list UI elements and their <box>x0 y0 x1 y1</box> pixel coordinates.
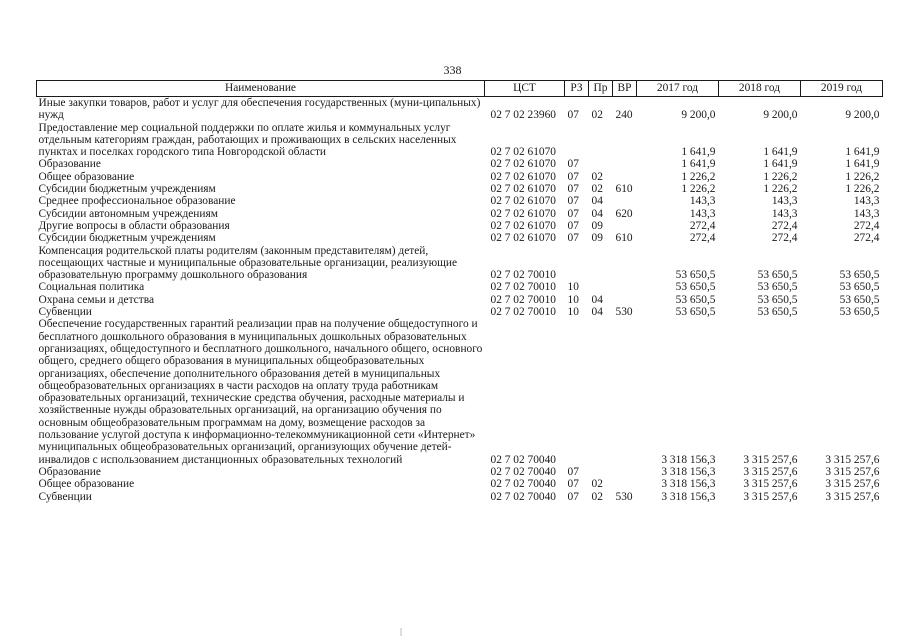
cell-rz: 07 <box>567 207 579 220</box>
table-row <box>37 306 883 318</box>
table-row <box>37 281 883 293</box>
cell-rz: 07 <box>567 183 579 196</box>
cell-2019: 53 650,5 <box>839 306 880 319</box>
cell-cst: 02 7 02 61070 <box>490 232 556 245</box>
cell-2018: 272,4 <box>771 219 798 232</box>
cell-2018: 53 650,5 <box>757 293 798 306</box>
cell-name: Иные закупки товаров, работ и услуг для обеспечения государственных (муни-ципальных) нужд <box>38 97 481 122</box>
cell-pr: 02 <box>591 183 603 196</box>
table-row <box>37 478 883 490</box>
table-body <box>37 97 883 503</box>
cell-2017: 1 641,9 <box>681 158 716 171</box>
cell-name: Субвенции <box>38 490 92 503</box>
cell-2018: 53 650,5 <box>757 306 798 319</box>
cell-2019: 143,3 <box>853 207 880 220</box>
cell-pr: 02 <box>591 478 603 491</box>
cell-2017: 9 200,0 <box>681 109 716 122</box>
cell-2017: 272,4 <box>689 232 716 245</box>
cell-name: Общее образование <box>38 478 135 491</box>
cell-vr <box>613 245 637 282</box>
cell-2018: 9 200,0 <box>763 109 798 122</box>
cell-cst: 02 7 02 70040 <box>490 453 556 466</box>
cell-2017: 53 650,5 <box>675 293 716 306</box>
cell-cst: 02 7 02 23960 <box>490 109 556 122</box>
cell-vr: 530 <box>615 306 633 319</box>
cell-rz: 07 <box>567 478 579 491</box>
cell-2018: 53 650,5 <box>757 269 798 282</box>
cell-rz: 07 <box>567 170 579 183</box>
cell-rz: 07 <box>567 232 579 245</box>
cell-2017: 53 650,5 <box>675 281 716 294</box>
header-vr: ВР <box>613 81 637 97</box>
cell-rz: 07 <box>567 195 579 208</box>
cell-pr: 09 <box>591 219 603 232</box>
cell-vr <box>613 195 637 207</box>
cell-2018: 1 226,2 <box>763 170 798 183</box>
cell-rz: 07 <box>567 109 579 122</box>
cell-name: Образование <box>38 465 101 478</box>
cell-2017: 143,3 <box>689 195 716 208</box>
cell-pr <box>589 281 613 293</box>
cell-name: Образование <box>38 158 101 171</box>
table-row <box>37 171 883 183</box>
cell-2019: 272,4 <box>853 219 880 232</box>
cell-vr <box>613 281 637 293</box>
cell-pr <box>589 122 613 159</box>
cell-rz <box>565 245 589 282</box>
cell-name: Среднее профессиональное образование <box>38 195 236 208</box>
cell-cst: 02 7 02 61070 <box>490 146 556 159</box>
cell-2017: 272,4 <box>689 219 716 232</box>
cell-pr <box>589 158 613 170</box>
cell-2018: 1 641,9 <box>763 158 798 171</box>
cell-vr: 530 <box>615 490 633 503</box>
cell-pr: 04 <box>591 293 603 306</box>
table-row <box>37 97 883 122</box>
cell-name: Социальная политика <box>38 281 145 294</box>
cell-2019: 143,3 <box>853 195 880 208</box>
cell-2017: 3 318 156,3 <box>661 453 716 466</box>
cell-2019: 272,4 <box>853 232 880 245</box>
cell-2019: 3 315 257,6 <box>825 465 880 478</box>
cell-2019: 53 650,5 <box>839 293 880 306</box>
cell-vr: 610 <box>615 232 633 245</box>
header-2019: 2019 год <box>801 81 883 97</box>
cell-2018: 3 315 257,6 <box>743 490 798 503</box>
cell-vr <box>613 158 637 170</box>
cell-rz: 10 <box>567 306 579 319</box>
header-pr: Пр <box>589 81 613 97</box>
cell-2018: 143,3 <box>771 207 798 220</box>
cell-2018: 1 226,2 <box>763 183 798 196</box>
cell-2018: 3 315 257,6 <box>743 453 798 466</box>
cell-cst: 02 7 02 61070 <box>490 170 556 183</box>
cell-rz <box>565 122 589 159</box>
cell-rz <box>565 318 589 466</box>
cell-pr: 02 <box>591 170 603 183</box>
cell-name: Субсидии бюджетным учреждениям <box>38 183 216 196</box>
table-row <box>37 491 883 503</box>
cell-cst: 02 7 02 61070 <box>490 207 556 220</box>
cell-vr <box>613 478 637 490</box>
header-cst: ЦСТ <box>485 81 565 97</box>
table-row <box>37 183 883 195</box>
cell-2017: 53 650,5 <box>675 306 716 319</box>
cell-2017: 1 226,2 <box>681 170 716 183</box>
cell-rz: 07 <box>567 219 579 232</box>
cell-2017: 3 318 156,3 <box>661 465 716 478</box>
cell-cst: 02 7 02 70010 <box>490 306 556 319</box>
table-row <box>37 158 883 170</box>
cell-vr <box>613 220 637 232</box>
cell-vr <box>613 318 637 466</box>
header-row <box>37 81 883 97</box>
cell-pr: 02 <box>591 490 603 503</box>
cell-name: Охрана семьи и детства <box>38 293 154 306</box>
cell-2018: 1 641,9 <box>763 146 798 159</box>
cell-rz: 07 <box>567 158 579 171</box>
header-2017: 2017 год <box>637 81 719 97</box>
table-row <box>37 466 883 478</box>
cell-name: Обеспечение государственных гарантий реализации прав на получение общедоступного и бесплатного дошкольного образования в муниципальных дошкольных образовательных организациях, общедоступного и бесплатного дошкольного, начального общего, основного общего, среднего общего образования в муниципальных общеобразовательных организациях, обеспечение дополнительного образования детей в муниципальных общеобразовательных организациях в части расходов на оплату труда работникам образовательных организаций, технические средства обучения, расходные материалы и хозяйственные нужды образовательных организаций, на организацию обучения по основным общеобразовательным программам на дому, возмещение расходов за пользование услугой доступа к информационно-телекоммуникационной сети «Интернет» муниципальных общеобразовательных организаций, организующих обучение детей-инвалидов с использованием дистанционных образовательных технологий <box>38 318 483 466</box>
cell-vr <box>613 466 637 478</box>
cell-cst: 02 7 02 61070 <box>490 183 556 196</box>
table-row <box>37 122 883 159</box>
cell-vr <box>613 122 637 159</box>
cell-2019: 53 650,5 <box>839 281 880 294</box>
cell-cst: 02 7 02 70040 <box>490 478 556 491</box>
cell-rz: 10 <box>567 281 579 294</box>
cell-2017: 1 226,2 <box>681 183 716 196</box>
cell-2019: 53 650,5 <box>839 269 880 282</box>
table-row <box>37 195 883 207</box>
cell-pr <box>589 318 613 466</box>
cell-cst: 02 7 02 70040 <box>490 490 556 503</box>
cell-pr <box>589 245 613 282</box>
table-row <box>37 208 883 220</box>
cell-name: Субсидии бюджетным учреждениям <box>38 232 216 245</box>
cell-name: Общее образование <box>38 170 135 183</box>
cell-cst: 02 7 02 70010 <box>490 293 556 306</box>
cell-2019: 1 226,2 <box>845 170 880 183</box>
cell-vr <box>613 171 637 183</box>
cell-2019: 3 315 257,6 <box>825 490 880 503</box>
cell-pr <box>589 466 613 478</box>
cell-rz: 07 <box>567 490 579 503</box>
scan-mark <box>400 628 402 636</box>
table-row <box>37 294 883 306</box>
header-name: Наименование <box>37 81 485 97</box>
table-row <box>37 318 883 466</box>
cell-cst: 02 7 02 61070 <box>490 219 556 232</box>
cell-rz: 07 <box>567 465 579 478</box>
cell-cst: 02 7 02 70010 <box>490 281 556 294</box>
cell-2019: 1 641,9 <box>845 146 880 159</box>
cell-name: Субвенции <box>38 306 92 319</box>
cell-2018: 272,4 <box>771 232 798 245</box>
cell-2017: 3 318 156,3 <box>661 490 716 503</box>
cell-pr: 09 <box>591 232 603 245</box>
cell-2017: 1 641,9 <box>681 146 716 159</box>
cell-2017: 53 650,5 <box>675 269 716 282</box>
table-row <box>37 245 883 282</box>
cell-name: Компенсация родительской платы родителям (законным представителям) детей, посещающих частные и муниципальные образовательные организации, реализующие образовательную программу дошкольного образования <box>38 244 458 282</box>
budget-table <box>36 80 883 503</box>
cell-2018: 53 650,5 <box>757 281 798 294</box>
cell-2017: 3 318 156,3 <box>661 478 716 491</box>
cell-2017: 143,3 <box>689 207 716 220</box>
cell-2019: 3 315 257,6 <box>825 478 880 491</box>
cell-cst: 02 7 02 70040 <box>490 465 556 478</box>
cell-pr: 02 <box>591 109 603 122</box>
cell-vr <box>613 294 637 306</box>
cell-rz: 10 <box>567 293 579 306</box>
table-row <box>37 220 883 232</box>
cell-cst: 02 7 02 70010 <box>490 269 556 282</box>
cell-2019: 1 226,2 <box>845 183 880 196</box>
cell-vr: 620 <box>615 207 633 220</box>
cell-2019: 3 315 257,6 <box>825 453 880 466</box>
cell-vr: 240 <box>615 109 633 122</box>
cell-2018: 143,3 <box>771 195 798 208</box>
cell-pr: 04 <box>591 207 603 220</box>
cell-2018: 3 315 257,6 <box>743 465 798 478</box>
cell-2018: 3 315 257,6 <box>743 478 798 491</box>
cell-pr: 04 <box>591 195 603 208</box>
cell-pr: 04 <box>591 306 603 319</box>
cell-2019: 1 641,9 <box>845 158 880 171</box>
table-row <box>37 232 883 244</box>
cell-cst: 02 7 02 61070 <box>490 158 556 171</box>
header-rz: РЗ <box>565 81 589 97</box>
header-2018: 2018 год <box>719 81 801 97</box>
cell-2019: 9 200,0 <box>845 109 880 122</box>
cell-vr: 610 <box>615 183 633 196</box>
cell-cst: 02 7 02 61070 <box>490 195 556 208</box>
cell-name: Другие вопросы в области образования <box>38 219 230 232</box>
page-number: 338 <box>443 63 462 77</box>
cell-name: Субсидии автономным учреждениям <box>38 207 218 220</box>
cell-name: Предоставление мер социальной поддержки по оплате жилья и коммунальных услуг отдельным категориям граждан, работающих и проживающих в сельских населенных пунктах и поселках городского типа Новгородской области <box>38 121 457 159</box>
